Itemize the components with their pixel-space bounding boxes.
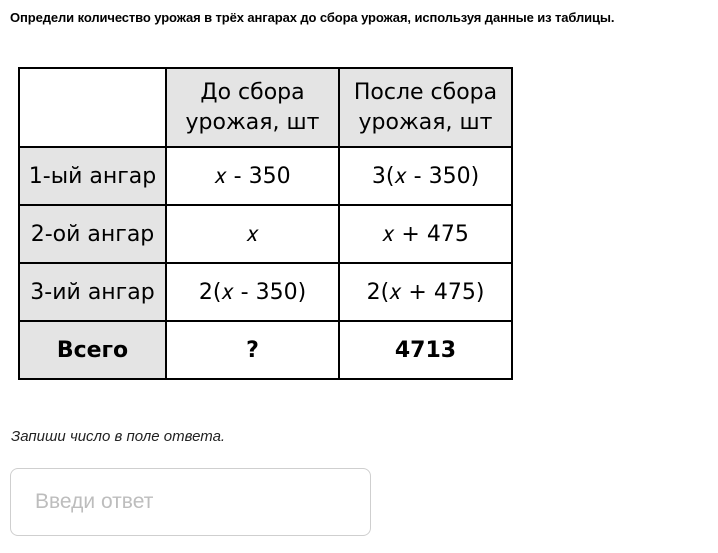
- total-before-value: ?: [166, 321, 339, 379]
- before-value: 2(𝑥 - 350): [166, 263, 339, 321]
- after-value: 𝑥 + 475: [339, 205, 512, 263]
- header-empty-cell: [19, 68, 166, 147]
- after-value: 2(𝑥 + 475): [339, 263, 512, 321]
- answer-hint: Запиши число в поле ответа.: [11, 428, 226, 445]
- total-label: Всего: [19, 321, 166, 379]
- harvest-table: [18, 67, 513, 380]
- header-before-harvest: До сбора урожая, шт: [166, 68, 339, 147]
- row-label: 1-ый ангар: [19, 147, 166, 205]
- before-value: 𝑥: [166, 205, 339, 263]
- row-label: 2-ой ангар: [19, 205, 166, 263]
- table-header-row: [19, 68, 512, 147]
- table-row-total: [19, 321, 512, 379]
- task-title: Определи количество урожая в трёх ангарах до сбора урожая, используя данные из таблицы.: [10, 10, 615, 25]
- table-row: [19, 205, 512, 263]
- table-row: [19, 147, 512, 205]
- row-label: 3-ий ангар: [19, 263, 166, 321]
- before-value: 𝑥 - 350: [166, 147, 339, 205]
- after-value: 3(𝑥 - 350): [339, 147, 512, 205]
- table-row: [19, 263, 512, 321]
- answer-input[interactable]: [10, 468, 371, 536]
- header-after-harvest: После сбора урожая, шт: [339, 68, 512, 147]
- total-after-value: 4713: [339, 321, 512, 379]
